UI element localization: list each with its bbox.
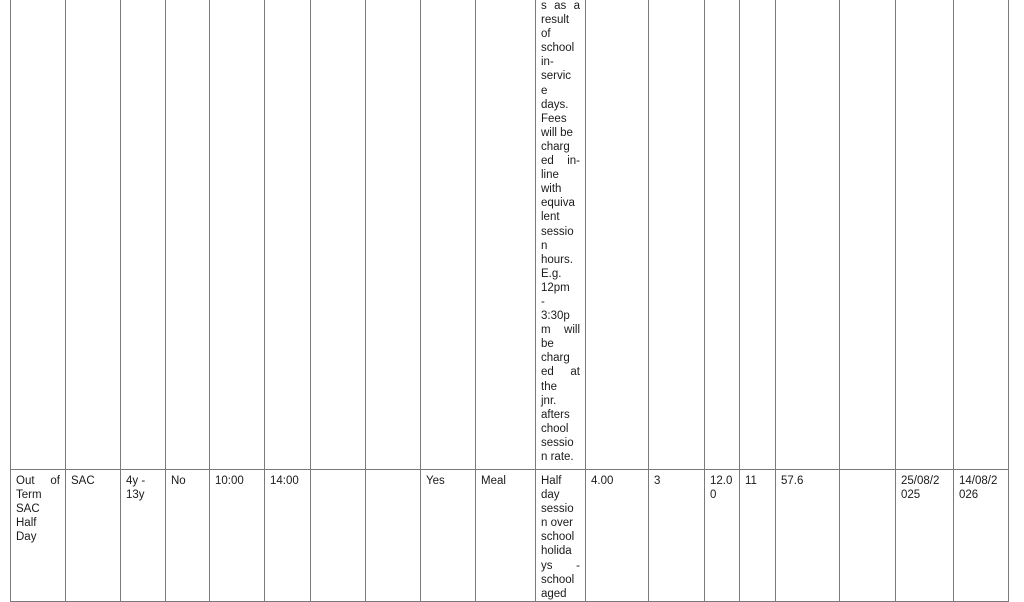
table-cell — [740, 0, 776, 470]
text-line: servic — [541, 70, 572, 83]
text-line: be — [541, 338, 554, 351]
table-cell — [311, 0, 366, 470]
text-line: of — [541, 28, 551, 41]
text-line: 25/08/2 — [901, 475, 940, 487]
text-line: result — [541, 14, 570, 27]
text-line: days. — [541, 98, 569, 111]
table-cell — [311, 470, 366, 602]
text-line: ed at — [541, 366, 580, 379]
table-cell — [954, 0, 1009, 470]
text-line: sessio — [541, 503, 574, 516]
text-line: sessio — [541, 436, 574, 449]
text-line: Fees — [541, 112, 567, 125]
table-cell — [366, 0, 421, 470]
text-line: afters — [541, 408, 570, 421]
flag-cell: No — [166, 470, 210, 602]
available-cell: Yes — [421, 470, 476, 602]
table-row — [11, 0, 1009, 470]
description-cell — [536, 0, 586, 470]
text-line: school — [541, 42, 575, 55]
start-date-cell — [896, 470, 954, 602]
table-cell — [121, 0, 166, 470]
rate-cell: 3 — [649, 470, 705, 602]
text-line: in- — [541, 56, 554, 69]
table-cell — [896, 0, 954, 470]
text-line: 026 — [959, 489, 979, 502]
text-line: Day — [16, 531, 37, 544]
table-cell — [840, 0, 896, 470]
text-line: line — [541, 169, 559, 182]
text-line: 12pm — [541, 281, 570, 294]
text-line: n — [541, 239, 548, 252]
text-line: aged — [541, 587, 567, 600]
text-line: ed in- — [541, 155, 580, 168]
description-text — [541, 474, 580, 601]
start-time-cell: 10:00 — [210, 470, 265, 602]
service-cell: SAC — [66, 470, 121, 602]
text-line: m will — [541, 324, 580, 337]
total-cell: 57.6 — [776, 470, 840, 602]
text-line: day — [541, 489, 560, 502]
table-cell — [265, 0, 311, 470]
text-line: Term — [16, 489, 42, 502]
text-line: 13y — [126, 489, 145, 502]
table-cell — [586, 0, 649, 470]
text-line: will be — [541, 126, 573, 139]
hours-cell: 4.00 — [586, 470, 649, 602]
table-cell — [705, 0, 740, 470]
amount-cell: 12.00 — [705, 470, 740, 602]
text-line: school — [541, 531, 575, 544]
age-range-cell — [121, 470, 166, 602]
text-line: E.g. — [541, 267, 562, 280]
text-line: Out of — [16, 475, 60, 487]
table-cell — [11, 0, 66, 470]
text-line: the — [541, 380, 557, 393]
description-text — [541, 0, 580, 464]
text-line: with — [541, 183, 562, 196]
text-line: school — [541, 573, 575, 586]
text-line: jnr. — [541, 394, 557, 407]
table-cell — [366, 470, 421, 602]
text-line: 3:30p — [541, 310, 570, 323]
table-cell — [421, 0, 476, 470]
text-line: charg — [541, 352, 570, 365]
table-cell — [476, 0, 536, 470]
table-cell — [66, 0, 121, 470]
text-line: - — [541, 295, 545, 308]
table-cell — [840, 470, 896, 602]
end-time-cell: 14:00 — [265, 470, 311, 602]
table-cell — [776, 0, 840, 470]
text-line: lent — [541, 211, 560, 224]
text-line: 14/08/2 — [959, 475, 998, 487]
text-line: sessio — [541, 225, 574, 238]
text-line: e — [541, 84, 548, 97]
text-line: Half — [541, 475, 562, 487]
text-line: n rate. — [541, 451, 574, 463]
text-line: holida — [541, 545, 572, 558]
text-line: chool — [541, 422, 569, 435]
includes-cell: Meal — [476, 470, 536, 602]
text-line: ys - — [541, 559, 580, 572]
table-cell — [210, 0, 265, 470]
table-row — [11, 470, 1009, 602]
text-line: 4y - — [126, 475, 146, 487]
text-line: 025 — [901, 489, 921, 502]
text-line: s as a — [541, 0, 580, 12]
text-line: n over — [541, 517, 573, 530]
text-line: SAC Half — [16, 503, 40, 530]
session-fees-table — [10, 0, 1009, 602]
end-date-cell — [954, 470, 1009, 602]
text-line: equiva — [541, 197, 575, 210]
count-cell: 11 — [740, 470, 776, 602]
text-line: charg — [541, 140, 570, 153]
table-cell — [649, 0, 705, 470]
text-line: hours. — [541, 253, 573, 266]
description-cell — [536, 470, 586, 602]
session-name-cell — [11, 470, 66, 602]
table-cell — [166, 0, 210, 470]
